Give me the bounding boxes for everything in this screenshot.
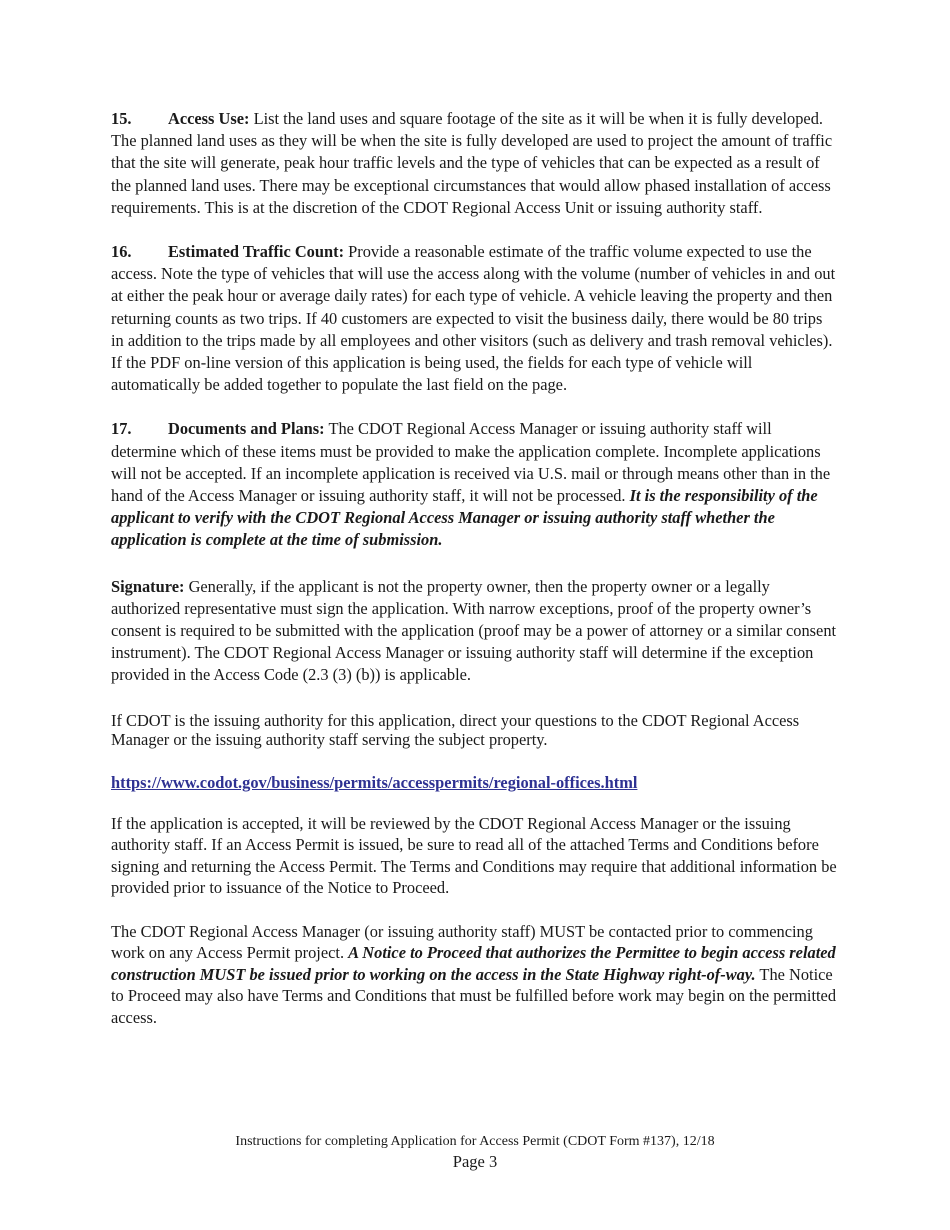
notice-text-before: The CDOT Regional Access Manager (or issuing authority staff) MUST be contacted prior to commencing work on any Access Permit project.	[111, 921, 813, 963]
item-17-emphasis: It is the responsibility of the applicant to verify with the CDOT Regional Access Manager or issuing authority staff whether the application is complete at the time of submission.	[111, 486, 818, 550]
accepted-paragraph: If the application is accepted, it will be reviewed by the CDOT Regional Access Manager or the issuing authority staff. If an Access Permit is issued, be sure to read all of the attached Terms and Conditions before signing and returning the Access Permit. The Terms and Conditions may require that additional information be provided prior to issuance of the Notice to Proceed.	[111, 813, 837, 898]
signature-heading: Signature:	[111, 576, 185, 596]
notice-text-after: The Notice to Proceed may also have Terms and Conditions that must be fulfilled before work may begin on the permitted access.	[111, 964, 837, 1027]
notice-emphasis: A Notice to Proceed that authorizes the Permittee to begin access related construction MUST be issued prior to working on the access in the State Highway right-of-way.	[111, 943, 836, 984]
footer-form-title: Instructions for completing Application for Access Permit (CDOT Form #137), 12/18	[235, 1134, 715, 1149]
item-15-number: 15.	[111, 109, 132, 128]
page-footer	[0, 1133, 950, 1173]
item-15-paragraph	[111, 108, 839, 219]
document-body	[111, 108, 839, 1028]
regional-offices-link[interactable]: https://www.codot.gov/business/permits/accesspermits/regional-offices.html	[111, 772, 638, 792]
item-15-heading: Access Use:	[168, 109, 250, 128]
item-17-paragraph	[111, 418, 839, 551]
item-15-text: List the land uses and square footage of the site as it will be when it is fully developed. The planned land uses as they will be when the site is fully developed are used to project the amount of traffic that the site will generate, peak hour traffic levels and the type of vehicles that can be expected as a result of the planned land uses. There may be exceptional circumstances that would allow phased installation of access requirements. This is at the discretion of the CDOT Regional Access Unit or issuing authority staff.	[111, 109, 833, 217]
notice-paragraph	[111, 921, 839, 1029]
contact-paragraph: If CDOT is the issuing authority for this application, direct your questions to the CDOT Regional Access Manager or the issuing authority staff serving the subject property.	[111, 710, 800, 749]
page-number: Page 3	[452, 1152, 498, 1171]
item-17-heading: Documents and Plans:	[168, 419, 325, 439]
signature-text: Generally, if the applicant is not the property owner, then the property owner or a legally authorized representative must sign the application. With narrow exceptions, proof of the property owner’s consent is required to be submitted with the application (proof may be a power of attorney or a similar consent instrument). The CDOT Regional Access Manager or issuing authority staff will determine if the exception provided in the Access Code (2.3 (3) (b)) is applicable.	[111, 576, 837, 685]
signature-paragraph	[111, 576, 839, 687]
item-16-number: 16.	[111, 242, 132, 262]
item-16-paragraph	[111, 241, 839, 396]
item-17-number: 17.	[111, 419, 132, 439]
item-16-text: Provide a reasonable estimate of the traffic volume expected to use the access. Note the type of vehicles that will use the access along with the volume (number of vehicles in and out at either the peak hour or average daily rates) for each type of vehicle. A vehicle leaving the property and then returning counts as two trips. If 40 customers are expected to visit the business daily, there would be 80 trips in addition to the trips made by all employees and other visitors (such as delivery and trash removal vehicles). If the PDF on-line version of this application is being used, the fields for each type of vehicle will automatically be added together to populate the last field on the page.	[111, 242, 836, 395]
item-16-heading: Estimated Traffic Count:	[168, 242, 345, 262]
item-17-text: The CDOT Regional Access Manager or issuing authority staff will determine which of these items must be provided to make the application complete. Incomplete applications will not be accepted. If an incomplete application is received via U.S. mail or through means other than in the hand of the Access Manager or issuing authority staff, it will not be processed.	[111, 419, 831, 506]
